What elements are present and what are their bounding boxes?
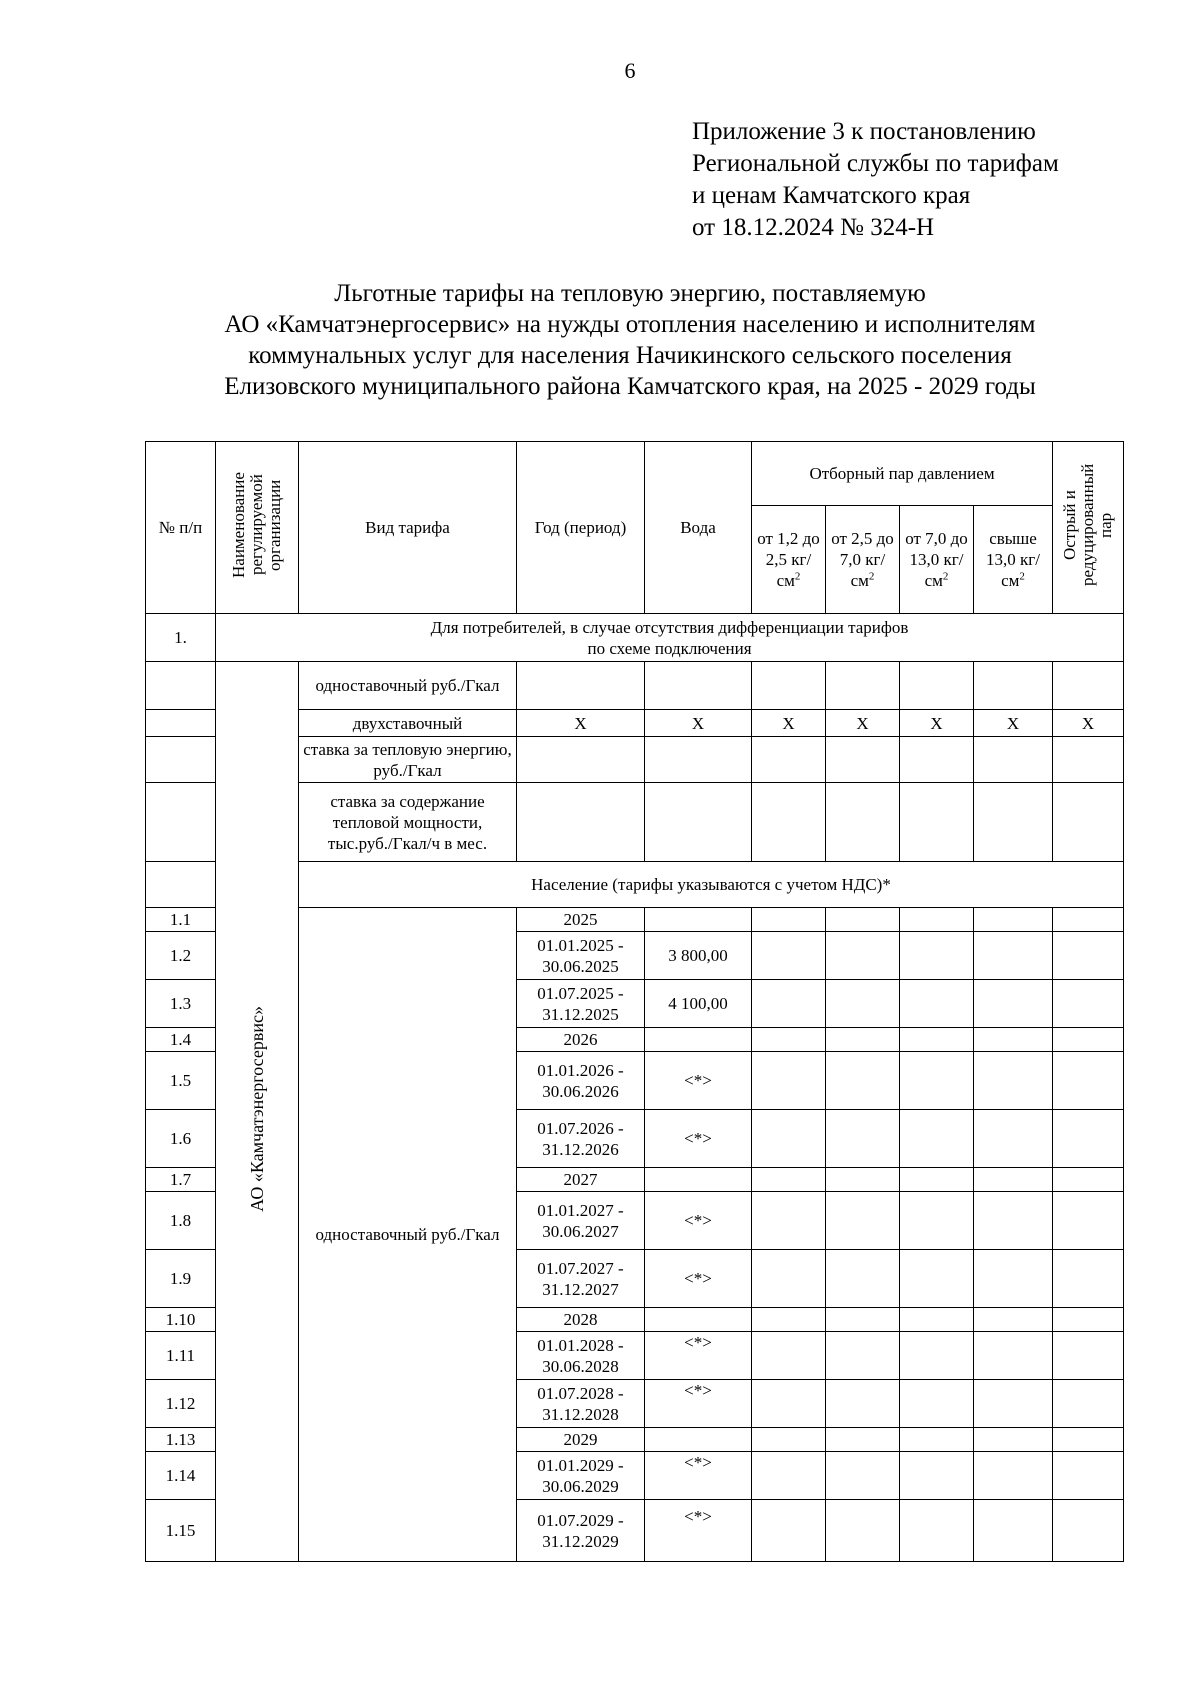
cell: [1053, 1110, 1124, 1168]
superscript: 2: [794, 570, 801, 583]
cell: [752, 1192, 826, 1250]
x-mark: X: [826, 710, 900, 737]
cell: [1053, 1428, 1124, 1452]
cell: [900, 1028, 974, 1052]
appendix-line: и ценам Камчатского края: [692, 182, 971, 209]
cell: [900, 1250, 974, 1308]
cell: [826, 737, 900, 783]
row-num: 1.12: [146, 1380, 216, 1428]
appendix-line: от 18.12.2024 № 324-Н: [692, 214, 935, 241]
cell: [826, 1052, 900, 1110]
header-sharp-steam-text: Острый и редуцированный пар: [1060, 463, 1116, 587]
cell: [900, 783, 974, 862]
section-num: 1.: [146, 614, 216, 662]
row-num: 1.11: [146, 1332, 216, 1380]
cell: [974, 1192, 1053, 1250]
cell: [974, 783, 1053, 862]
x-mark: X: [752, 710, 826, 737]
period: 01.07.2029 - 31.12.2029: [517, 1500, 645, 1562]
header-water: Вода: [645, 442, 752, 614]
row-num: 1.10: [146, 1308, 216, 1332]
cell: [1053, 783, 1124, 862]
cell: [826, 1500, 900, 1562]
cell: [517, 662, 645, 710]
cell: [900, 980, 974, 1028]
cell: [900, 737, 974, 783]
cell: [826, 662, 900, 710]
cell: [1053, 908, 1124, 932]
water-value: [645, 1168, 752, 1192]
x-mark: X: [900, 710, 974, 737]
water-value: <*>: [645, 1110, 752, 1168]
row-num: 1.6: [146, 1110, 216, 1168]
water-value: [645, 1028, 752, 1052]
cell: [752, 908, 826, 932]
row-num: 1.13: [146, 1428, 216, 1452]
cell: [974, 908, 1053, 932]
cell: [752, 1168, 826, 1192]
cell: [826, 1250, 900, 1308]
appendix-line: Региональной службы по тарифам: [692, 150, 1059, 177]
cell: [974, 737, 1053, 783]
cell: [826, 1168, 900, 1192]
cell: [974, 980, 1053, 1028]
cell-num: [146, 710, 216, 737]
cell-num: [146, 662, 216, 710]
x-mark: X: [517, 710, 645, 737]
water-value: [645, 1428, 752, 1452]
cell: [826, 1308, 900, 1332]
water-value: <*>: [645, 1452, 752, 1500]
appendix-line: Приложение 3 к постановлению: [692, 118, 1036, 145]
cell: [752, 1500, 826, 1562]
cell: [974, 932, 1053, 980]
steam-2-label: от 2,5 до 7,0 кг/см: [831, 529, 894, 590]
tariff-type-cell: ставка за содержание тепловой мощности, тыс.руб./Гкал/ч в мес.: [299, 783, 517, 862]
appendix-reference: [692, 116, 1059, 244]
steam-4-label: свыше 13,0 кг/см: [986, 529, 1040, 590]
cell: [645, 662, 752, 710]
cell: [752, 1308, 826, 1332]
cell: [1053, 737, 1124, 783]
header-steam-3: [900, 506, 974, 614]
period: 01.07.2028 - 31.12.2028: [517, 1380, 645, 1428]
cell: [752, 662, 826, 710]
cell: [900, 1192, 974, 1250]
cell: [974, 1110, 1053, 1168]
period: 01.01.2026 - 30.06.2026: [517, 1052, 645, 1110]
cell: [900, 908, 974, 932]
cell: [1053, 1500, 1124, 1562]
cell: [752, 932, 826, 980]
cell: [1053, 1028, 1124, 1052]
cell: [1053, 1168, 1124, 1192]
header-steam-4: [974, 506, 1053, 614]
header-tariff-type: Вид тарифа: [299, 442, 517, 614]
pop-tariff-type: одноставочный руб./Гкал: [299, 908, 517, 1562]
page-number: 6: [624, 58, 636, 83]
cell: [752, 1332, 826, 1380]
water-value: <*>: [645, 1500, 752, 1562]
cell: [752, 1380, 826, 1428]
cell: [900, 1380, 974, 1428]
org-name-cell: [216, 662, 299, 1562]
cell: [974, 1052, 1053, 1110]
cell: [517, 737, 645, 783]
superscript: 2: [868, 570, 875, 583]
title-line: АО «Камчатэнергосервис» на нужды отопления населению и исполнителям: [224, 311, 1036, 338]
cell: [974, 1168, 1053, 1192]
period: 01.07.2025 - 31.12.2025: [517, 980, 645, 1028]
tariff-type-cell: двухставочный: [299, 710, 517, 737]
water-value: <*>: [645, 1052, 752, 1110]
period: 01.01.2029 - 30.06.2029: [517, 1452, 645, 1500]
section-heading-line: Для потребителей, в случае отсутствия дифференциации тарифов: [430, 617, 909, 637]
cell: [826, 980, 900, 1028]
title-line: Льготные тарифы на тепловую энергию, поставляемую: [334, 280, 926, 307]
cell: [517, 783, 645, 862]
row-num: 1.3: [146, 980, 216, 1028]
x-mark: X: [974, 710, 1053, 737]
cell: [826, 1332, 900, 1380]
row-num: 1.1: [146, 908, 216, 932]
cell-num: [146, 862, 216, 908]
cell: [974, 1250, 1053, 1308]
tariff-type-cell: ставка за тепловую энергию, руб./Гкал: [299, 737, 517, 783]
water-value: [645, 908, 752, 932]
cell: [826, 1192, 900, 1250]
header-steam-2: [826, 506, 900, 614]
cell: [826, 1452, 900, 1500]
cell: [974, 662, 1053, 710]
water-value: 3 800,00: [645, 932, 752, 980]
cell: [1053, 1052, 1124, 1110]
x-mark: X: [1053, 710, 1124, 737]
document-title: [150, 278, 1110, 402]
header-org-text: Наименование регулируемой организации: [229, 472, 284, 578]
cell: [752, 980, 826, 1028]
cell: [1053, 1308, 1124, 1332]
steam-3-label: от 7,0 до 13,0 кг/см: [905, 529, 968, 590]
cell: [974, 1380, 1053, 1428]
title-line: коммунальных услуг для населения Начикинского сельского поселения: [248, 342, 1012, 369]
header-steam-1: [752, 506, 826, 614]
period: 2026: [517, 1028, 645, 1052]
cell: [974, 1500, 1053, 1562]
cell: [1053, 1452, 1124, 1500]
row-num: 1.14: [146, 1452, 216, 1500]
org-name: АО «Камчатэнергосервис»: [246, 1006, 267, 1212]
cell: [752, 1428, 826, 1452]
cell: [974, 1028, 1053, 1052]
row-num: 1.15: [146, 1500, 216, 1562]
cell: [900, 1110, 974, 1168]
cell: [900, 932, 974, 980]
cell: [752, 783, 826, 862]
cell: [974, 1332, 1053, 1380]
cell: [752, 737, 826, 783]
header-year: Год (период): [517, 442, 645, 614]
cell: [826, 1428, 900, 1452]
period: 01.07.2026 - 31.12.2026: [517, 1110, 645, 1168]
cell: [752, 1110, 826, 1168]
water-value: <*>: [645, 1380, 752, 1428]
cell: [1053, 932, 1124, 980]
cell: [900, 1308, 974, 1332]
water-value: 4 100,00: [645, 980, 752, 1028]
cell: [826, 1028, 900, 1052]
cell: [900, 1452, 974, 1500]
cell: [900, 1332, 974, 1380]
cell: [1053, 1380, 1124, 1428]
cell-num: [146, 737, 216, 783]
cell: [752, 1028, 826, 1052]
cell: [826, 1380, 900, 1428]
water-value: <*>: [645, 1192, 752, 1250]
population-heading: Население (тарифы указываются с учетом НДС)*: [299, 862, 1124, 908]
period: 2028: [517, 1308, 645, 1332]
cell: [974, 1308, 1053, 1332]
row-num: 1.9: [146, 1250, 216, 1308]
header-sharp-steam: [1053, 442, 1124, 614]
superscript: 2: [1019, 570, 1025, 583]
cell: [1053, 662, 1124, 710]
period: 01.01.2025 - 30.06.2025: [517, 932, 645, 980]
row-num: 1.8: [146, 1192, 216, 1250]
section-heading-line: по схеме подключения: [587, 638, 752, 658]
cell: [752, 1250, 826, 1308]
tariff-table: [145, 441, 1124, 1562]
period: 01.07.2027 - 31.12.2027: [517, 1250, 645, 1308]
cell: [645, 737, 752, 783]
cell: [900, 1052, 974, 1110]
header-org: [216, 442, 299, 614]
row-num: 1.5: [146, 1052, 216, 1110]
cell: [1053, 1332, 1124, 1380]
water-value: <*>: [645, 1250, 752, 1308]
period: 2027: [517, 1168, 645, 1192]
row-num: 1.4: [146, 1028, 216, 1052]
cell-num: [146, 783, 216, 862]
row-num: 1.7: [146, 1168, 216, 1192]
water-value: <*>: [645, 1332, 752, 1380]
cell: [752, 1052, 826, 1110]
cell: [1053, 1192, 1124, 1250]
cell: [826, 783, 900, 862]
header-steam-group: Отборный пар давлением: [752, 442, 1053, 506]
water-value: [645, 1308, 752, 1332]
cell: [1053, 1250, 1124, 1308]
cell: [900, 1428, 974, 1452]
x-mark: X: [645, 710, 752, 737]
tariff-type-cell: одноставочный руб./Гкал: [299, 662, 517, 710]
cell: [826, 932, 900, 980]
period: 2025: [517, 908, 645, 932]
cell: [974, 1452, 1053, 1500]
section-heading: [216, 614, 1124, 662]
superscript: 2: [942, 570, 949, 583]
cell: [645, 783, 752, 862]
cell: [826, 1110, 900, 1168]
header-num: № п/п: [146, 442, 216, 614]
steam-1-label: от 1,2 до 2,5 кг/см: [757, 529, 820, 590]
cell: [826, 908, 900, 932]
cell: [974, 1428, 1053, 1452]
cell: [752, 1452, 826, 1500]
period: 01.01.2028 - 30.06.2028: [517, 1332, 645, 1380]
cell: [1053, 980, 1124, 1028]
cell: [900, 1168, 974, 1192]
cell: [900, 1500, 974, 1562]
title-line: Елизовского муниципального района Камчатского края, на 2025 - 2029 годы: [224, 373, 1036, 400]
period: 2029: [517, 1428, 645, 1452]
cell: [900, 662, 974, 710]
row-num: 1.2: [146, 932, 216, 980]
period: 01.01.2027 - 30.06.2027: [517, 1192, 645, 1250]
